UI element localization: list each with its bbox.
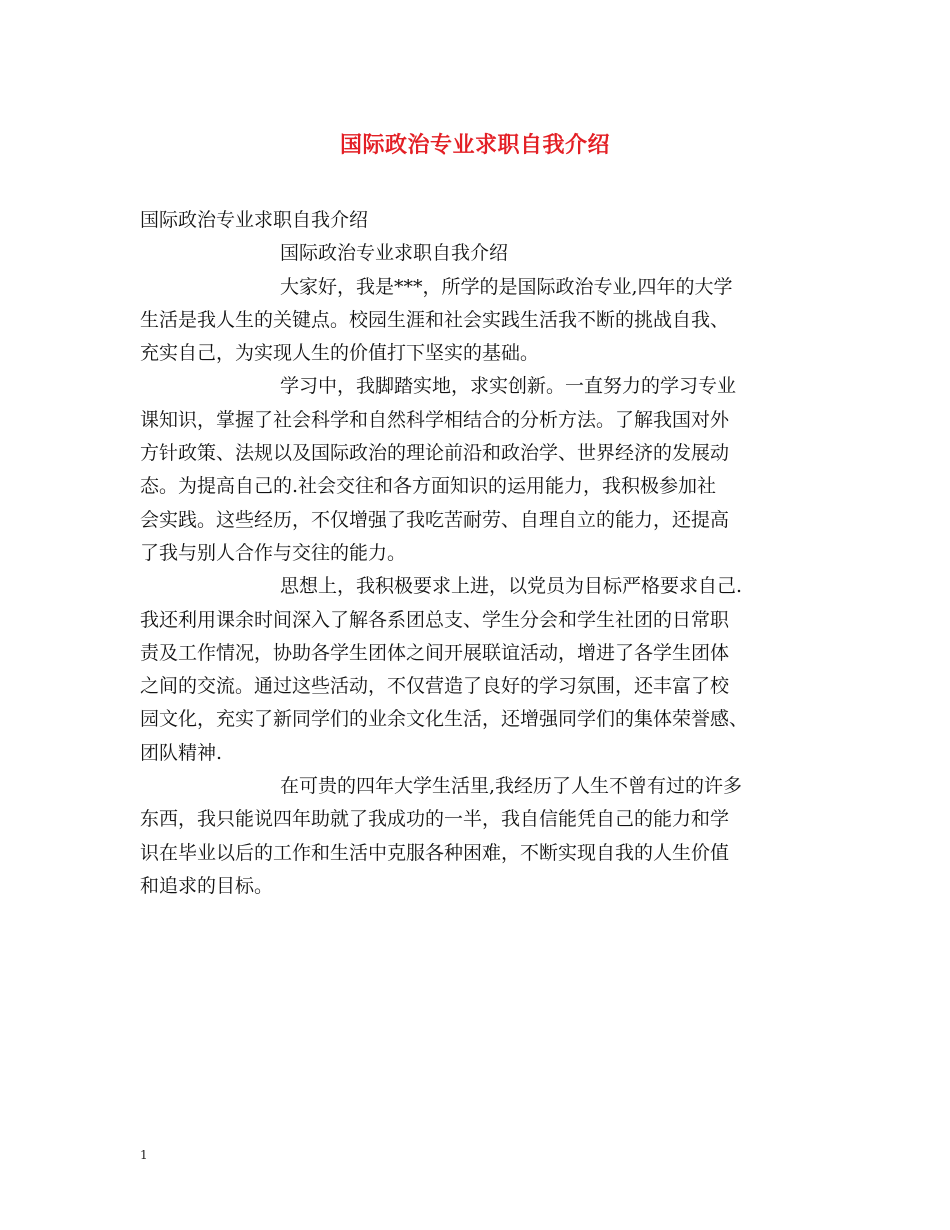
body-line: 课知识，掌握了社会科学和自然科学相结合的分析方法。了解我国对外 xyxy=(140,408,730,431)
body-line: 生活是我人生的关键点。校园生涯和社会实践生活我不断的挑战自我、 xyxy=(140,308,730,331)
body-line: 团队精神. xyxy=(140,741,223,764)
document-body xyxy=(140,204,830,903)
body-line: 责及工作情况，协助各学生团体之间开展联谊活动，增进了各学生团体 xyxy=(140,641,730,664)
body-line: 识在毕业以后的工作和生活中克服各种困难，不断实现自我的人生价值 xyxy=(140,841,730,864)
body-line: 东西，我只能说四年助就了我成功的一半，我自信能凭自己的能力和学 xyxy=(140,808,730,831)
body-line: 大家好，我是***，所学的是国际政治专业,四年的大学 xyxy=(280,275,733,298)
body-line: 态。为提高自己的.社会交往和各方面知识的运用能力，我积极参加社 xyxy=(140,475,717,498)
body-line: 学习中，我脚踏实地，求实创新。一直努力的学习专业 xyxy=(280,375,737,398)
body-line: 思想上，我积极要求上进，以党员为目标严格要求自己. xyxy=(280,575,743,598)
body-line: 会实践。这些经历，不仅增强了我吃苦耐劳、自理自立的能力，还提高 xyxy=(140,508,730,531)
body-line: 充实自己，为实现人生的价值打下坚实的基础。 xyxy=(140,342,540,365)
body-line: 方针政策、法规以及国际政治的理论前沿和政治学、世界经济的发展动 xyxy=(140,442,730,465)
body-line: 国际政治专业求职自我介绍 xyxy=(280,242,509,265)
body-line: 之间的交流。通过这些活动，不仅营造了良好的学习氛围，还丰富了校 xyxy=(140,675,730,698)
body-line: 了我与别人合作与交往的能力。 xyxy=(140,541,407,564)
body-line: 园文化，充实了新同学们的业余文化生活，还增强同学们的集体荣誉感、 xyxy=(140,708,749,731)
body-line: 在可贵的四年大学生活里,我经历了人生不曾有过的许多 xyxy=(280,775,743,798)
document-title: 国际政治专业求职自我介绍 xyxy=(339,132,610,158)
body-line: 和追求的目标。 xyxy=(140,874,274,897)
body-line: 我还利用课余时间深入了解各系团总支、学生分会和学生社团的日常职 xyxy=(140,608,730,631)
body-line: 国际政治专业求职自我介绍 xyxy=(140,209,369,231)
page-number: 1 xyxy=(140,1148,148,1162)
